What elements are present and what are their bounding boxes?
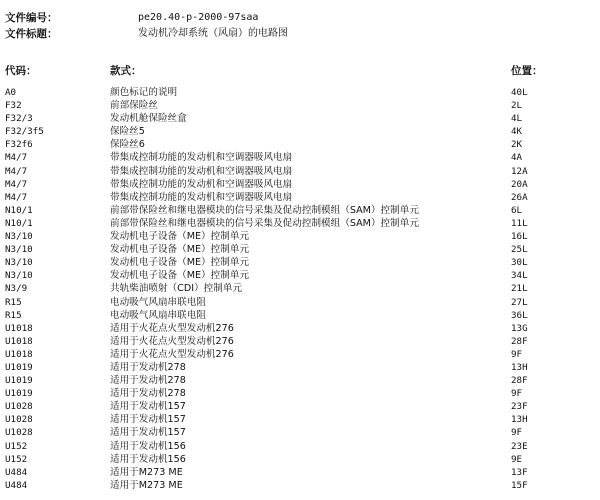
row-position: 9F [511,348,523,360]
row-model: 适用于发动机278 [110,388,186,400]
row-position: 15F [511,479,528,491]
row-code: N3/10 [5,270,33,282]
row-position: 20A [511,178,528,190]
row-model: 适用于发动机157 [110,414,186,426]
row-position: 2K [511,139,523,151]
row-position: 40L [511,87,528,98]
table-row [0,322,600,335]
row-position: 13H [511,414,528,426]
row-model: 前部保险丝 [110,100,158,112]
row-model: 电动吸气风扇串联电阻 [110,296,206,308]
row-position: 36L [511,309,528,321]
row-position: 9F [511,427,523,439]
row-position: 26A [511,191,528,203]
row-code: N10/1 [5,204,33,216]
row-code: F32/3f5 [5,126,44,138]
row-model: 保险丝5 [110,126,145,138]
row-model: 发动机舱保险丝盒 [110,113,187,125]
row-code: N3/9 [5,283,28,295]
row-model: 保险丝6 [110,139,145,151]
doc-title-label: 文件标题： [5,28,58,40]
row-position: 13F [511,466,528,478]
row-code: U1019 [5,388,33,400]
table-row [0,151,600,164]
table-row [0,453,600,466]
row-code: U484 [5,466,28,478]
table-row [0,230,600,243]
row-code: U1018 [5,335,33,347]
table-row [0,426,600,439]
row-model: 适用于发动机278 [110,375,186,387]
row-model: 带集成控制功能的发动机和空调器吸风电扇 [110,152,293,164]
row-position: 2L [511,100,523,112]
row-code: M4/7 [5,178,28,190]
row-code: N3/10 [5,257,33,269]
table-row [0,112,600,125]
row-model: 适用于发动机278 [110,361,186,373]
row-position: 9F [511,388,523,400]
row-code: U1028 [5,427,33,439]
doc-title-value: 发动机冷却系统（风扇）的电路图 [138,28,288,39]
table-row [0,282,600,295]
row-position: 13G [511,322,528,334]
table-row [0,309,600,322]
table-row [0,400,600,413]
table-row [0,165,600,178]
table-row [0,125,600,138]
row-model: 电动吸气风扇串联电阻 [110,309,206,321]
row-model: 适用于M273 ME [110,466,183,478]
row-code: U152 [5,453,28,465]
row-code: N3/10 [5,244,33,256]
row-model: 共轨柴油喷射（CDI）控制单元 [110,283,243,295]
row-position: 16L [511,231,528,243]
row-model: 带集成控制功能的发动机和空调器吸风电扇 [110,165,293,177]
table-row [0,479,600,492]
row-code: M4/7 [5,152,28,164]
table-row [0,440,600,453]
row-code: U1028 [5,401,33,413]
column-header-code: 代码： [5,65,37,77]
row-code: U484 [5,479,28,491]
row-code: N10/1 [5,217,33,229]
row-model: 适用于发动机156 [110,453,186,465]
row-model: 适用于发动机157 [110,401,186,413]
row-code: R15 [5,296,22,308]
row-model: 颜色标记的说明 [110,87,178,98]
row-position: 9E [511,453,523,465]
table-row [0,99,600,112]
row-model: 适用于火花点火型发动机276 [110,335,234,347]
row-model: 前部带保险丝和继电器模块的信号采集及促动控制模组（SAM）控制单元 [110,217,419,229]
row-code: A0 [5,87,17,98]
table-row [0,138,600,151]
table-row [0,387,600,400]
row-model: 适用于发动机156 [110,440,186,452]
row-code: M4/7 [5,191,28,203]
row-position: 23F [511,401,528,413]
row-model: 适用于火花点火型发动机276 [110,322,234,334]
table-row [0,204,600,217]
column-header-position: 位置： [511,65,543,77]
table-row [0,335,600,348]
row-model: 发动机电子设备（ME）控制单元 [110,270,250,282]
row-code: F32 [5,100,22,112]
table-row [0,269,600,282]
row-position: 30L [511,257,528,269]
row-position: 28F [511,335,528,347]
row-code: U1028 [5,414,33,426]
row-position: 13H [511,361,528,373]
row-position: 4L [511,113,523,125]
table-row [0,361,600,374]
row-position: 4K [511,126,523,138]
row-position: 4A [511,152,523,164]
row-model: 适用于发动机157 [110,427,186,439]
row-position: 12A [511,165,528,177]
doc-number-label: 文件编号： [5,12,58,24]
row-position: 21L [511,283,528,295]
table-row [0,466,600,479]
table-row [0,348,600,361]
table-row [0,413,600,426]
row-model: 发动机电子设备（ME）控制单元 [110,257,250,269]
row-model: 发动机电子设备（ME）控制单元 [110,231,250,243]
row-code: U1019 [5,361,33,373]
row-code: F32/3 [5,113,33,125]
row-position: 27L [511,296,528,308]
row-code: U1018 [5,322,33,334]
table-row [0,296,600,309]
column-header-model: 款式： [110,65,142,77]
row-model: 适用于火花点火型发动机276 [110,348,234,360]
table-row [0,243,600,256]
row-position: 6L [511,204,523,216]
row-model: 适用于M273 ME [110,479,183,491]
table-row [0,86,600,99]
row-position: 11L [511,217,528,229]
row-model: 前部带保险丝和继电器模块的信号采集及促动控制模组（SAM）控制单元 [110,204,419,216]
row-position: 25L [511,244,528,256]
row-model: 带集成控制功能的发动机和空调器吸风电扇 [110,178,293,190]
row-model: 带集成控制功能的发动机和空调器吸风电扇 [110,191,293,203]
row-code: N3/10 [5,231,33,243]
table-row [0,217,600,230]
doc-number-value: pe20.40-p-2000-97saa [138,12,259,23]
table-row [0,178,600,191]
table-row [0,256,600,269]
row-code: U152 [5,440,28,452]
component-list [0,86,600,492]
table-row [0,374,600,387]
row-code: U1018 [5,348,33,360]
row-position: 28F [511,375,528,387]
row-position: 34L [511,270,528,282]
row-position: 23E [511,440,528,452]
row-code: M4/7 [5,165,28,177]
row-code: F32f6 [5,139,33,151]
row-model: 发动机电子设备（ME）控制单元 [110,244,250,256]
row-code: U1019 [5,375,33,387]
table-row [0,191,600,204]
row-code: R15 [5,309,22,321]
